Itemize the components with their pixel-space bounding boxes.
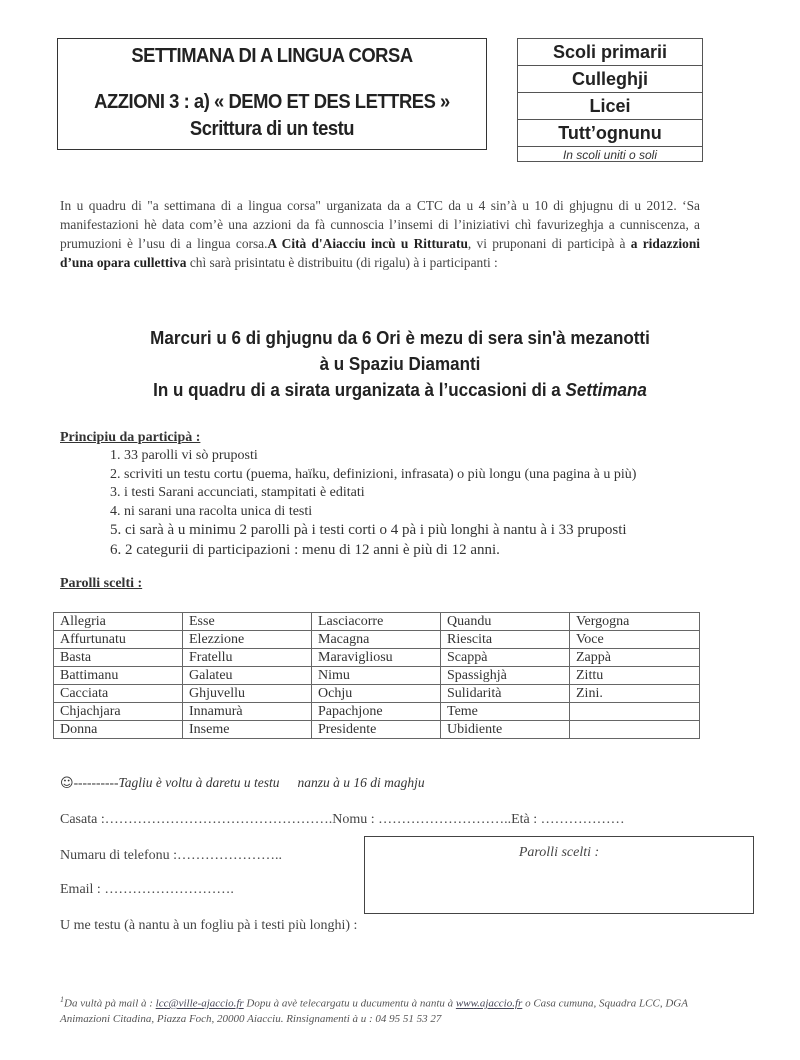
event-date: Marcuri u 6 di ghjugnu da 6 Ori è mezu di sera sin'à mezanotti [150,327,650,348]
footnote-text-2: Dopu à avè telecargatu u ducumentu à nantu à [243,997,456,1010]
table-row [54,613,700,631]
table-cell: Lasciacorre [312,613,441,631]
table-cell: Vergogna [570,613,700,631]
intro-bold-2: a ridazzioni d’una opara cullettiva [60,236,700,270]
table-cell: Elezzione [183,631,312,649]
page-title: SETTIMANA DI A LINGUA CORSA [131,45,413,67]
table-cell: Allegria [54,613,183,631]
table-cell [570,703,700,721]
footnote-text-3: o Casa cumuna, Squadra LCC, DGA Animazioni Citadina, Piazza Foch, 20000 Aiacciu. Rinsignamenti à u : 04 95 51 53 27 [60,997,688,1025]
chosen-words-box[interactable]: Parolli scelti : [364,836,754,914]
cut-instruction [60,775,443,791]
table-cell: Basta [54,649,183,667]
table-cell: Chjachjara [54,703,183,721]
table-cell: Donna [54,721,183,739]
table-cell: Macagna [312,631,441,649]
smiley-icon: ☺ [60,776,74,791]
levels-box [517,38,703,162]
title-box [57,38,487,150]
table-row [54,667,700,685]
table-cell: Galateu [183,667,312,685]
intro-paragraph [60,196,700,272]
table-row [54,685,700,703]
table-cell: Zini. [570,685,700,703]
intro-text-3: chì sarà prisintatu è distribuitu (di rigalu) à i participanti : [186,255,498,270]
footnote [60,992,730,1027]
table-cell: Battimanu [54,667,183,685]
list-item: 1. 33 parolli vi sò pruposti [110,448,258,463]
levels-note: In scoli uniti o soli [562,148,658,162]
table-cell: Ochju [312,685,441,703]
intro-text-2: , vi pruponani di participà à [467,236,631,251]
table-cell: Spassighjà [441,667,570,685]
table-cell: Scappà [441,649,570,667]
table-cell: Inseme [183,721,312,739]
table-cell: Papachjone [312,703,441,721]
list-item: 2. scriviti un testu cortu (puema, haïku, definizioni, infrasata) o più longu (una pagina à u più) [110,466,637,482]
table-cell: Riescita [441,631,570,649]
table-cell: Maravigliosu [312,649,441,667]
deadline-text: nanzu à u 16 di maghju [297,775,425,790]
footnote-text-1: Da vultà pà mail à : [64,997,156,1010]
intro-text-1: In u quadru di "a settimana di a lingua corsa" urganizata da a CTC da u 4 sin’à u 10 di ghjugnu di u 2012. ‘Sa manifestazioni hè data com’è una azzioni da fà cunnoscia l’insemi di l’iniziativi chì favurizeghja a cunniscenza, a prumuzioni è l’usu di a lingua corsa. [60,198,700,251]
table-cell: Sulidarità [441,685,570,703]
surname-name-age-field[interactable]: Casata :………………………………………….Nomu : ………………………..Età : ……………… [60,812,625,827]
text-field-label: U me testu (à nantu à un fogliu pà i testi più longhi) : [60,918,358,933]
table-cell: Quandu [441,613,570,631]
table-cell: Presidente [312,721,441,739]
website-link[interactable]: www.ajaccio.fr [455,997,523,1010]
table-cell: Cacciata [54,685,183,703]
level-college: Culleghji [518,66,702,93]
event-context-italic: Settimana [565,379,647,400]
intro-bold-1: A Cità d'Aiacciu incù u Ritturatu [267,236,468,251]
level-everyone: Tutt’ognunu [518,120,702,147]
list-item: 4. ni sarani una racolta unica di testi [110,503,313,519]
phone-field[interactable]: Numaru di telefonu :………………….. [60,848,283,863]
table-cell: Voce [570,631,700,649]
table-cell [570,721,700,739]
table-cell: Nimu [312,667,441,685]
list-item: 6. 2 categurii di participazioni : menu di 12 anni è più di 12 anni. [110,541,500,558]
table-cell: Zittu [570,667,700,685]
table-cell: Teme [441,703,570,721]
table-cell: Ubidiente [441,721,570,739]
email-link[interactable]: lcc@ville-ajaccio.fr [155,997,244,1010]
list-item: 3. i testi Sarani accunciati, stampitati è editati [110,485,365,500]
table-row [54,649,700,667]
rules-heading: Principiu da participà : [60,430,201,445]
table-cell: Innamurà [183,703,312,721]
rules-list [110,447,750,560]
words-heading: Parolli scelti : [60,576,143,591]
event-place: à u Spaziu Diamanti [319,353,481,374]
table-row [54,721,700,739]
email-field[interactable]: Email : ………………………. [60,882,234,897]
event-block [60,325,740,403]
list-item: 5. ci sarà à u minimu 2 parolli pà i testi corti o 4 pà i più longhi à nantu à i 33 pruposti [110,522,627,538]
cut-text: Tagliu è voltu à daretu u testu [118,775,280,790]
table-row [54,703,700,721]
table-cell: Affurtunatu [54,631,183,649]
footnote-marker: 1 [60,995,64,1004]
event-context [87,377,713,403]
event-context-text: In u quadru di a sirata urganizata à l’uccasioni di a [153,379,566,400]
action-title: AZZIONI 3 : a) « DEMO ET DES LETTRES » [94,91,450,113]
action-subtitle: Scrittura di un testu [189,118,355,140]
words-table [53,612,700,739]
table-cell: Ghjuvellu [183,685,312,703]
level-lycee: Licei [518,93,702,120]
level-primary: Scoli primarii [518,39,702,66]
table-cell: Esse [183,613,312,631]
cut-dashes: ---------- [73,775,119,790]
table-row [54,631,700,649]
table-cell: Fratellu [183,649,312,667]
table-cell: Zappà [570,649,700,667]
